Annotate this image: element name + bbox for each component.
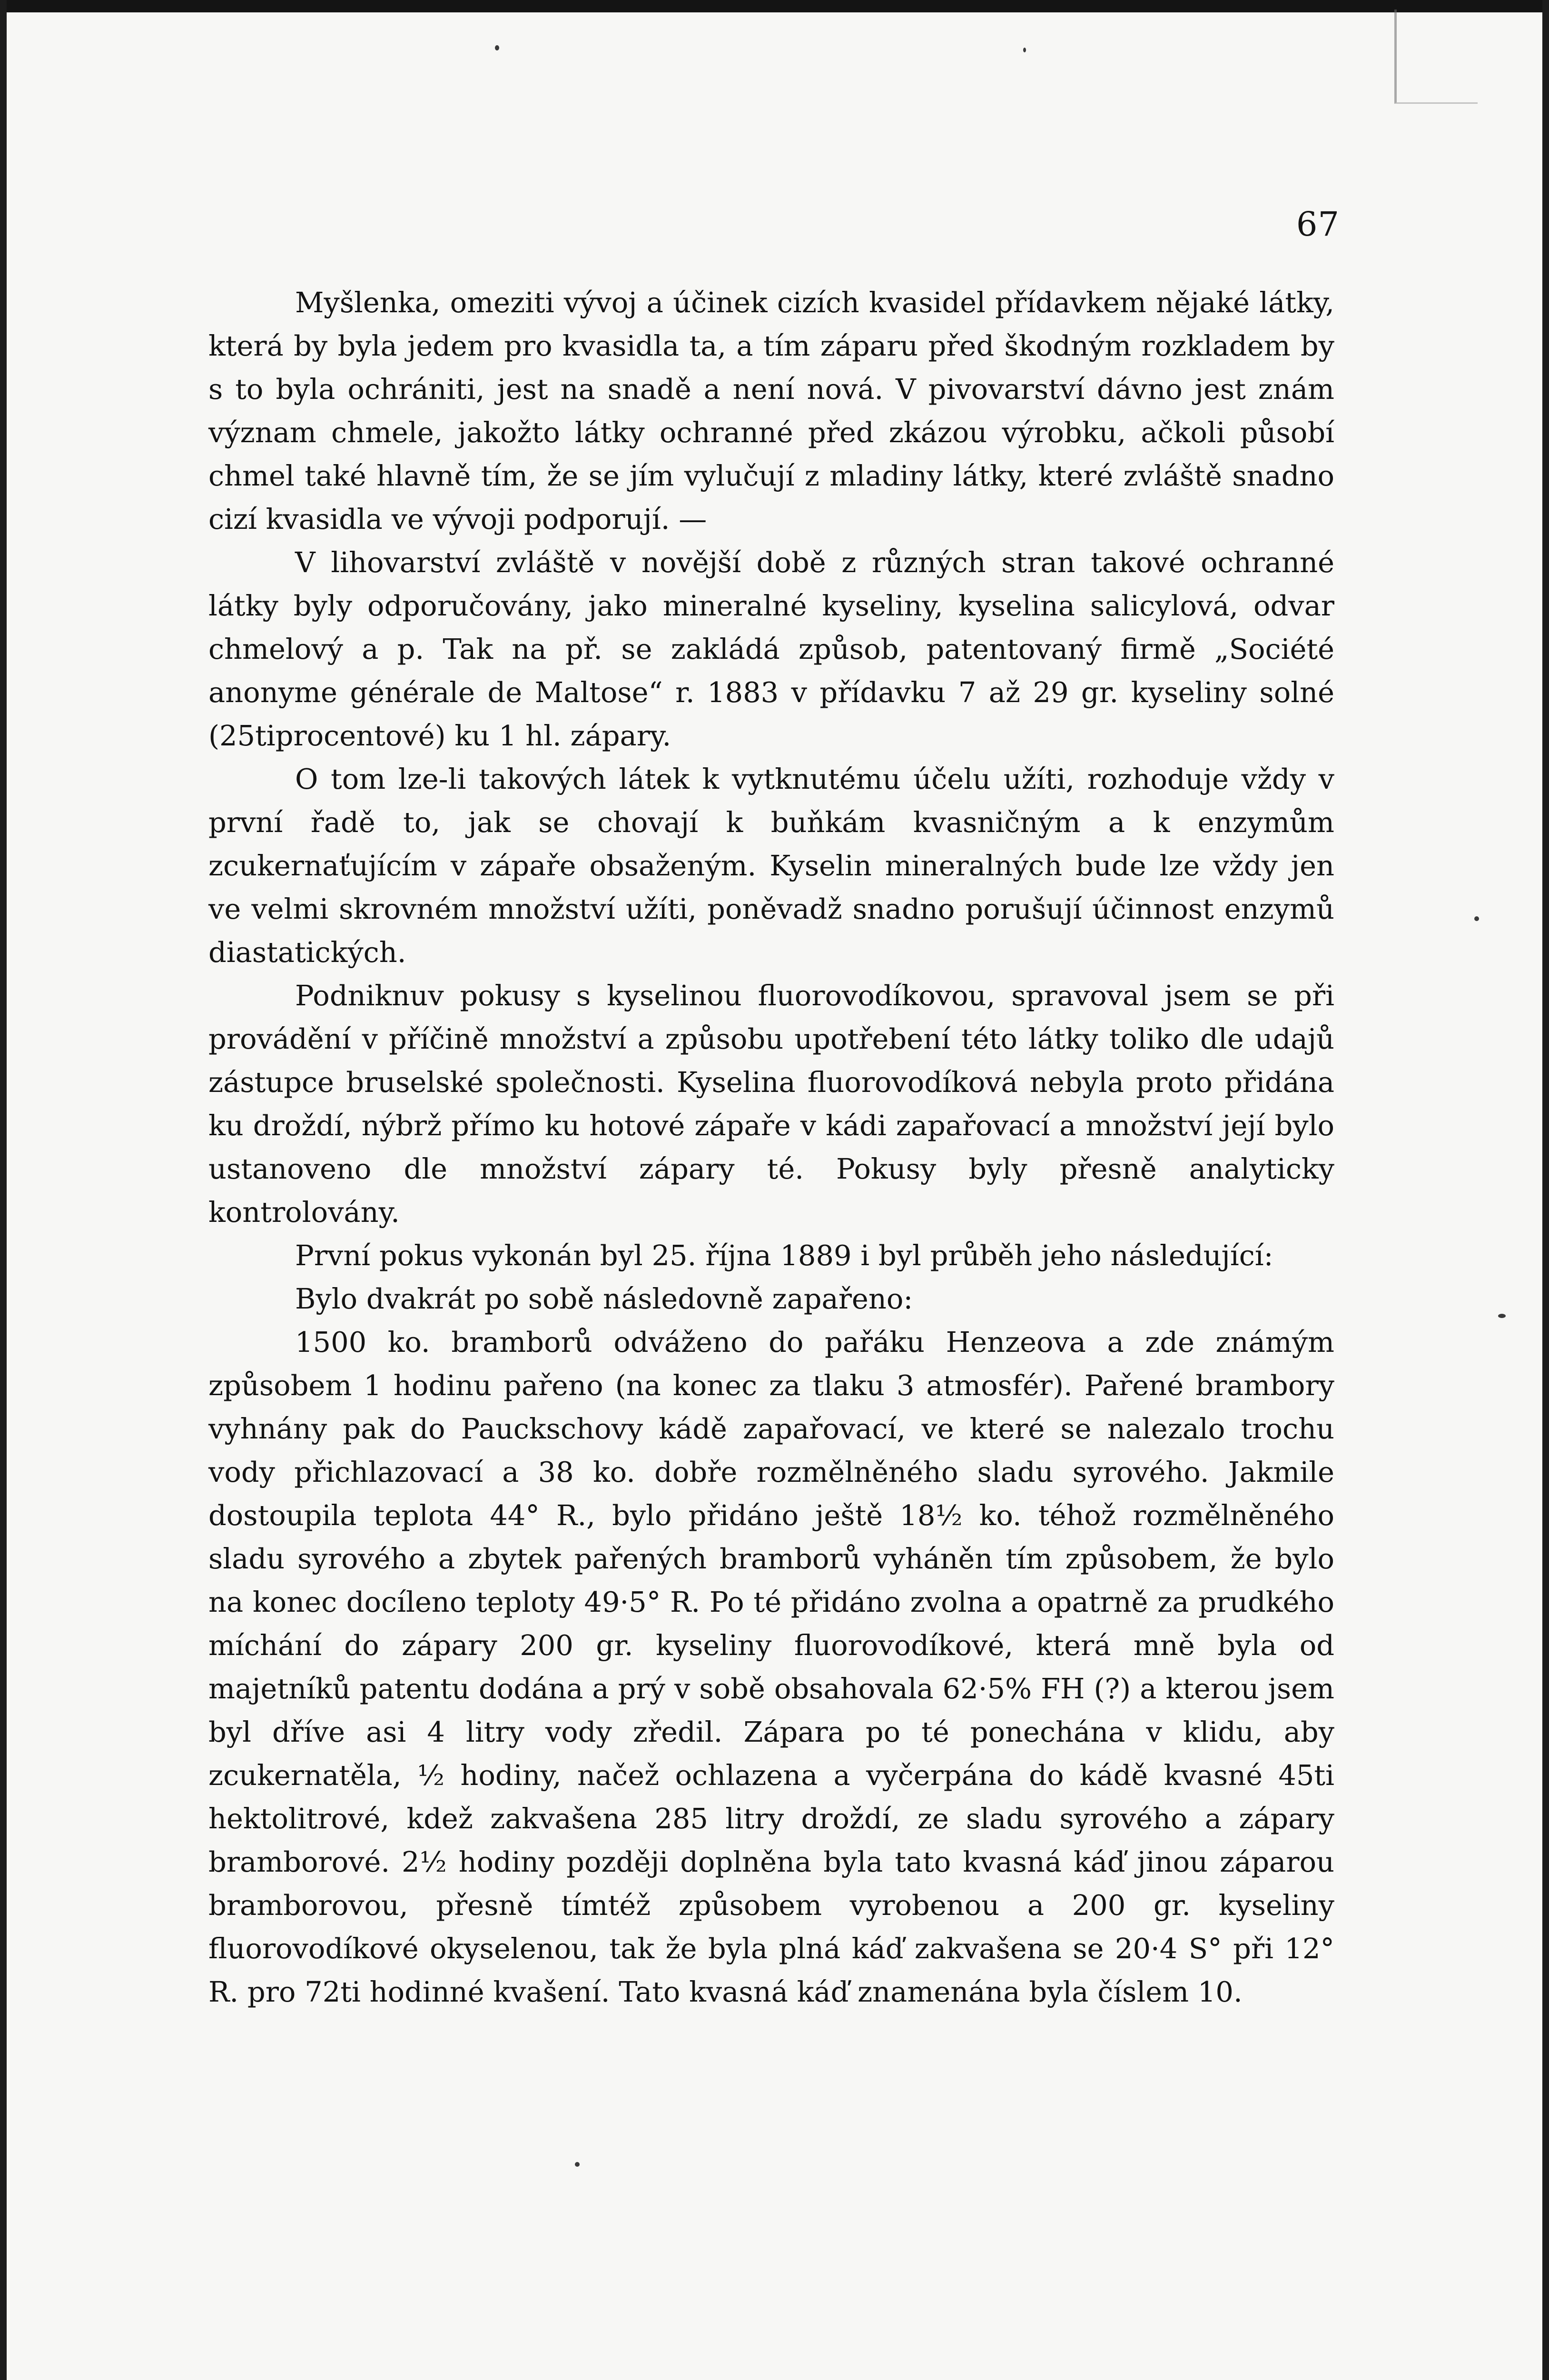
paragraph: Podniknuv pokusy s kyselinou fluorovodíkovou, spravoval jsem se při provádění v příčině množství a způsobu upotřebení této látky toliko dle udajů zástupce bruselské společnosti. Kyselina fluorovodíková nebyla proto přidána ku droždí, nýbrž přímo ku hotové zápaře v kádi zapařovací a množství její bylo ustanoveno dle množství zápary té. Pokusy byly přesně analyticky kontrolovány.: [208, 979, 1334, 1229]
scan-border-left: [0, 0, 7, 2380]
paragraph: První pokus vykonán byl 25. října 1889 i byl průběh jeho následující:: [295, 1239, 1273, 1272]
paragraph: O tom lze-li takových látek k vytknutému účelu užíti, rozhoduje vždy v první řadě to, jak se chovají k buňkám kvasničným a k enzymům zcukernaťujícím v zápaře obsaženým. Kyselin mineralných bude lze vždy jen ve velmi skrovném množství užíti, poněvadž snadno porušují účinnost enzymů diastatických.: [208, 763, 1334, 969]
scan-speck: [495, 45, 499, 50]
page-number: 67: [1296, 205, 1340, 244]
corner-fold-mark: [1394, 10, 1478, 104]
scan-speck: [1474, 916, 1479, 921]
scan-border-right: [1542, 0, 1549, 2380]
scan-speck: [1498, 1314, 1506, 1318]
scan-speck: [1023, 48, 1026, 52]
body-text: [208, 281, 1334, 2013]
scan-border-top: [0, 0, 1549, 12]
paragraph: Bylo dvakrát po sobě následovně zapařeno:: [295, 1282, 913, 1315]
paragraph: Myšlenka, omeziti vývoj a účinek cizích kvasidel přídavkem nějaké látky, která by byla jedem pro kvasidla ta, a tím záparu před škodným rozkladem by s to byla ochrániti, jest na snadě a není nová. V pivovarství dávno jest znám význam chmele, jakožto látky ochranné před zkázou výrobku, ačkoli působí chmel také hlavně tím, že se jím vylučují z mladiny látky, které zvláště snadno cizí kvasidla ve vývoji podporují. —: [208, 286, 1334, 536]
scan-speck: [575, 2162, 580, 2167]
paragraph: 1500 ko. bramborů odváženo do pařáku Henzeova a zde známým způsobem 1 hodinu pařeno (na konec za tlaku 3 atmosfér). Pařené brambory vyhnány pak do Pauckschovy kádě zapařovací, ve které se nalezalo trochu vody přichlazovací a 38 ko. dobře rozmělněného sladu syrového. Jakmile dostoupila teplota 44° R., bylo přidáno ještě 18½ ko. téhož rozmělněného sladu syrového a zbytek pařených bramborů vyháněn tím způsobem, že bylo na konec docíleno teploty 49·5° R. Po té přidáno zvolna a opatrně za prudkého míchání do zápary 200 gr. kyseliny fluorovodíkové, která mně byla od majetníků patentu dodána a prý v sobě obsahovala 62·5% FH (?) a kterou jsem byl dříve asi 4 litry vody zředil. Zápara po té ponechána v klidu, aby zcukernatěla, ½ hodiny, načež ochlazena a vyčerpána do kádě kvasné 45ti hektolitrové, kdež zakvašena 285 litry droždí, ze sladu syrového a zápary bramborové. 2½ hodiny později doplněna byla tato kvasná káď jinou záparou bramborovou, přesně tímtéž způsobem vyrobenou a 200 gr. kyseliny fluorovodíkové okyselenou, tak že byla plná káď zakvašena se 20·4 S° při 12° R. pro 72ti hodinné kvašení. Tato kvasná káď znamenána byla číslem 10.: [208, 1326, 1334, 2008]
paragraph: V lihovarství zvláště v novější době z různých stran takové ochranné látky byly odporučovány, jako mineralné kyseliny, kyselina salicylová, odvar chmelový a p. Tak na př. se zakládá způsob, patentovaný firmě „Société anonyme générale de Maltose“ r. 1883 v přídavku 7 až 29 gr. kyseliny solné (25tiprocentové) ku 1 hl. zápary.: [208, 546, 1334, 752]
